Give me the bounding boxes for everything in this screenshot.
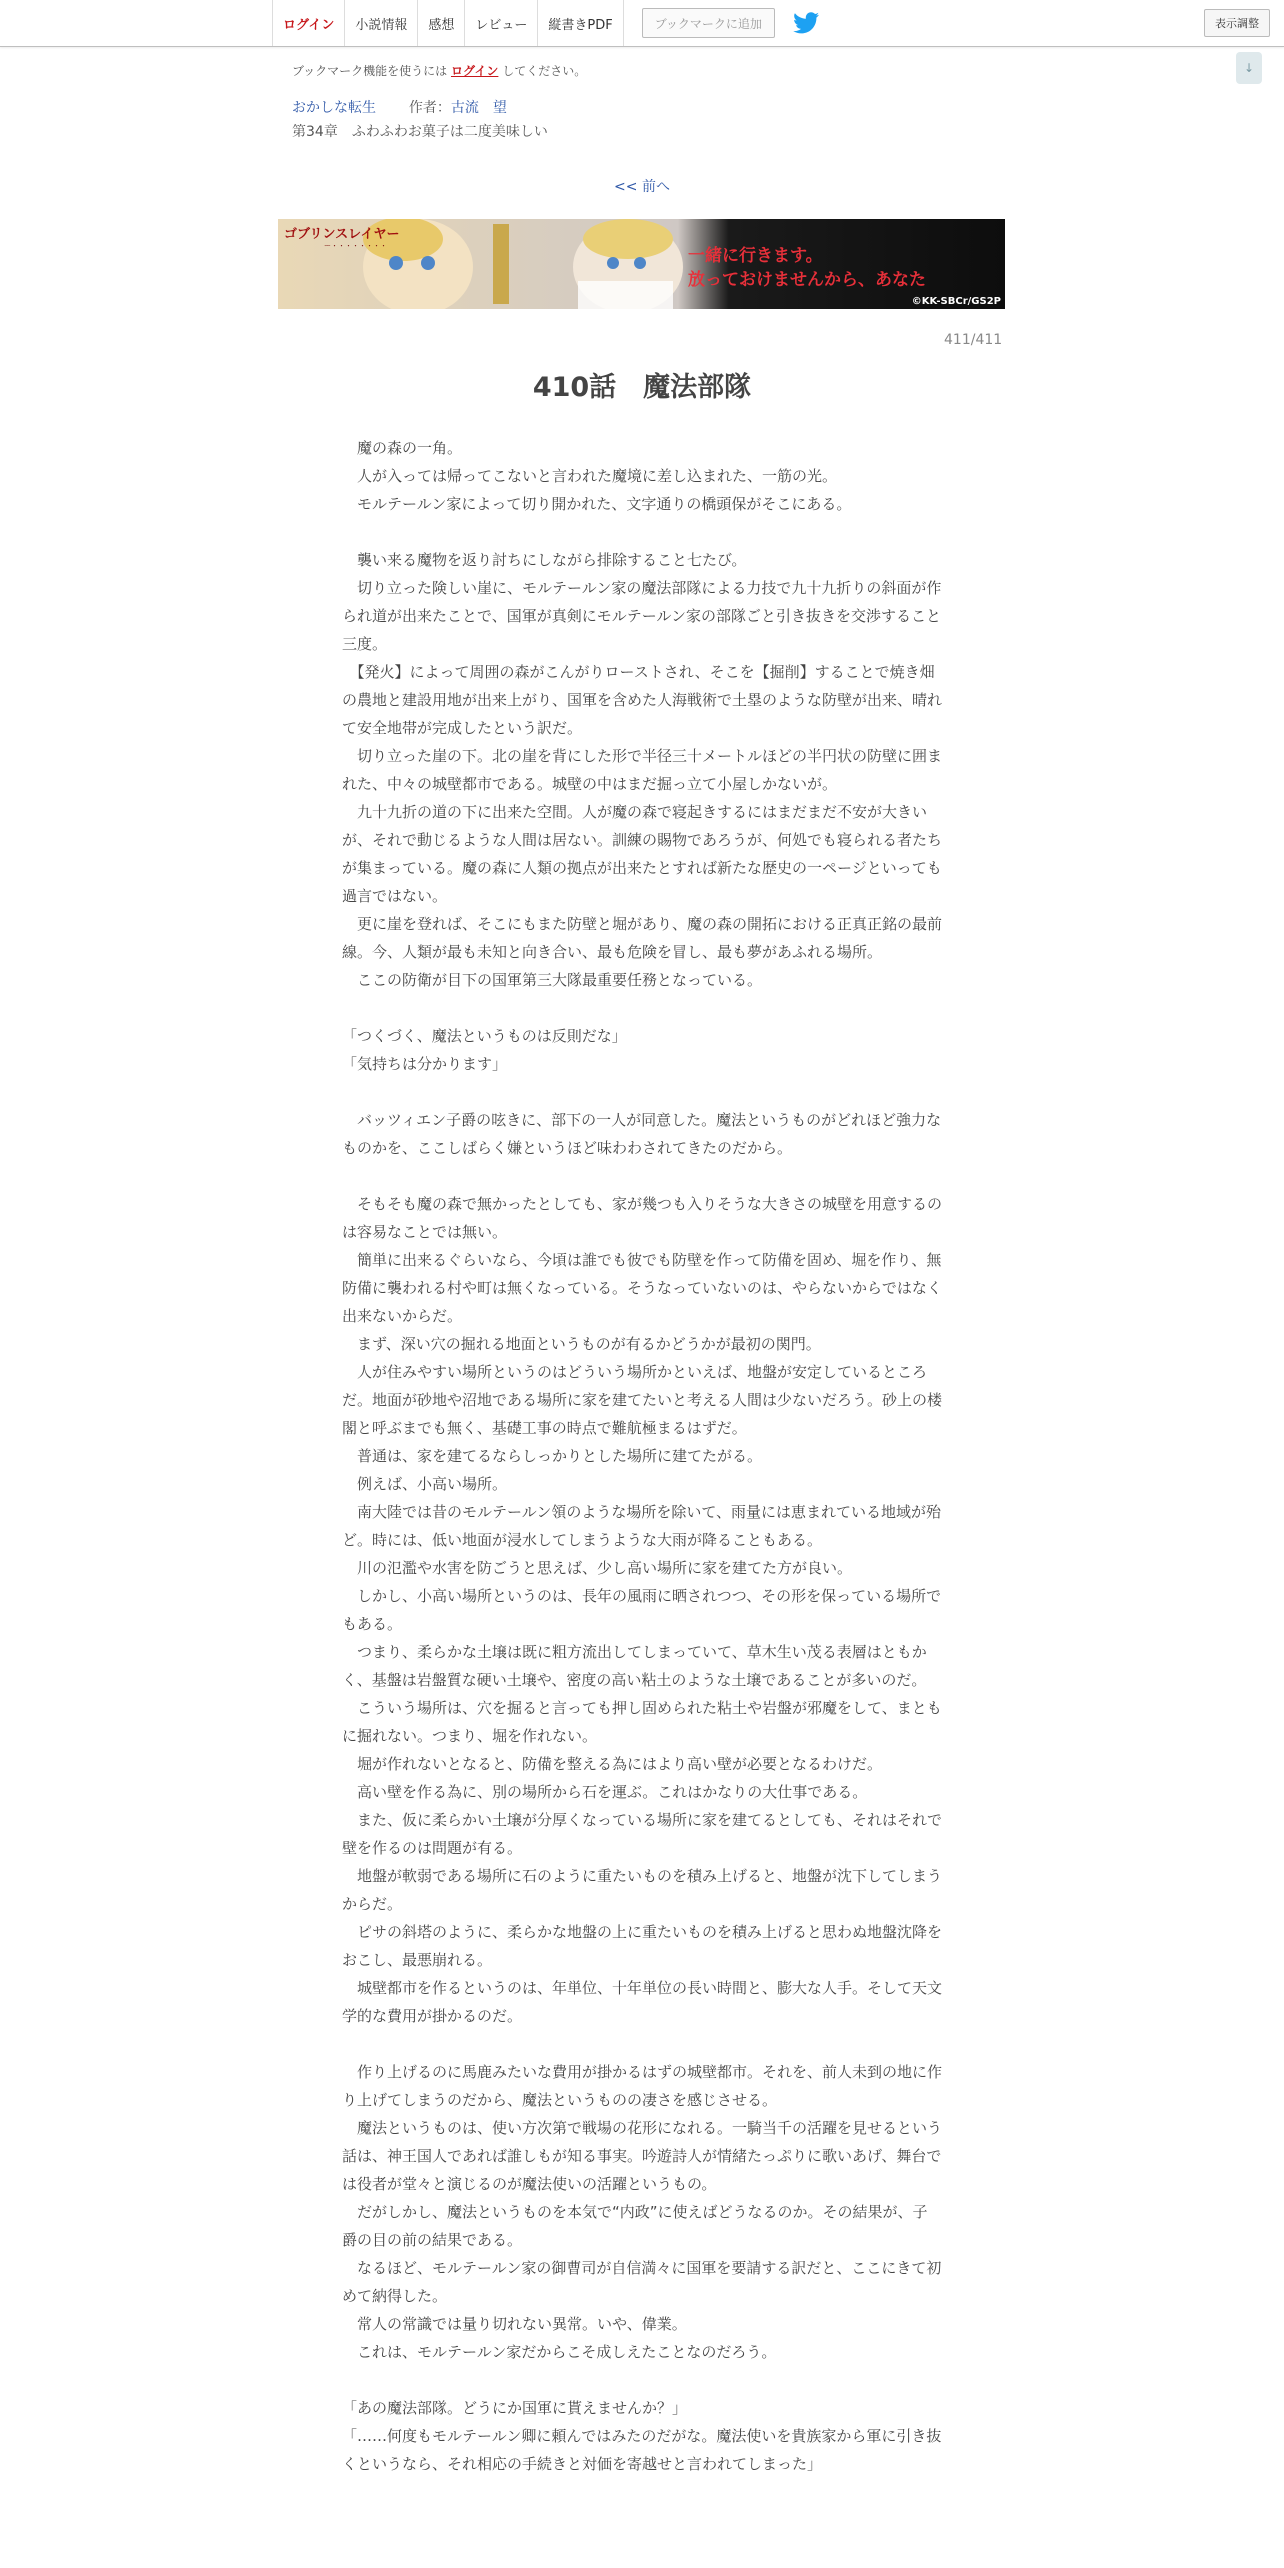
series-info [292, 97, 507, 117]
body-paragraph: また、仮に柔らかい土壌が分厚くなっている場所に家を建てるとしても、それはそれで壁を作るのは問題が有る。 [342, 1811, 943, 1857]
body-paragraph: 襲い来る魔物を返り討ちにしながら排除すること七たび。 [342, 551, 747, 569]
body-paragraph: 川の氾濫や水害を防ごうと思えば、少し高い場所に家を建てた方が良い。 [342, 1559, 853, 1577]
down-arrow-icon: ↓ [1243, 61, 1255, 75]
scroll-down-button[interactable] [1236, 52, 1262, 84]
body-paragraph: バッツィエン子爵の呟きに、部下の一人が同意した。魔法というものがどれほど強力なものかを、ここしばらく嫌というほど味わわされてきたのだから。 [342, 1111, 942, 1157]
novel-info-link[interactable]: 小説情報 [345, 0, 418, 46]
body-paragraph [342, 2366, 942, 2394]
body-paragraph: つまり、柔らかな土壌は既に粗方流出してしまっていて、草木生い茂る表層はともかく、基盤は岩盤質な硬い土壌や、密度の高い粘土のような土壌であることが多いのだ。 [342, 1643, 927, 1689]
body-paragraph: 堀が作れないとなると、防備を整える為にはより高い壁が必要となるわけだ。 [342, 1755, 883, 1773]
body-paragraph: 「あの魔法部隊。どうにか国軍に貰えませんか？」 [342, 2399, 688, 2417]
bookmark-notice-before: ブックマーク機能を使うには [292, 64, 451, 78]
body-paragraph: 普通は、家を建てるならしっかりとした場所に建てたがる。 [342, 1447, 763, 1465]
ad-banner[interactable] [278, 219, 1005, 309]
top-navigation-bar [0, 0, 1284, 47]
body-paragraph: 城壁都市を作るというのは、年単位、十年単位の長い時間と、膨大な人手。そして天文学的な費用が掛かるのだ。 [342, 1979, 943, 2025]
banner-logo-sub: ー・・・・・・・・ [324, 242, 387, 250]
login-link[interactable]: ログイン [273, 0, 345, 46]
series-title-link[interactable]: おかしな転生 [292, 100, 376, 116]
prev-page-link[interactable]: << 前へ [614, 179, 670, 195]
body-paragraph: 【発火】によって周囲の森がこんがりローストされ、そこを【掘削】することで焼き畑の農地と建設用地が出来上がり、国軍を含めた人海戦術で土塁のような防壁が出来、晴れて安全地帯が完成したという訳だ。 [342, 663, 943, 737]
author-link[interactable]: 古流 望 [450, 100, 507, 116]
body-paragraph [342, 994, 942, 1022]
body-paragraph: 更に崖を登れば、そこにもまた防壁と堀があり、魔の森の開拓における正真正銘の最前線。今、人類が最も未知と向き合い、最も危険を冒し、最も夢があふれる場所。 [342, 915, 943, 961]
banner-text-2: 放っておけませんから、あなた [688, 270, 926, 290]
body-paragraph: 作り上げるのに馬鹿みたいな費用が掛かるはずの城壁都市。それを、前人未到の地に作り上げてしまうのだから、魔法というものの凄さを感じさせる。 [342, 2063, 943, 2109]
body-paragraph: 魔法というものは、使い方次第で戦場の花形になれる。一騎当千の活躍を見せるという話は、神王国人であれば誰しもが知る事実。吟遊詩人が情緒たっぷりに歌いあげ、舞台では役者が堂々と演じるのが魔法使いの活躍というもの。 [342, 2119, 943, 2193]
body-paragraph: そもそも魔の森で無かったとしても、家が幾つも入りそうな大きさの城壁を用意するのは容易なことでは無い。 [342, 1195, 943, 1241]
body-paragraph: まず、深い穴の掘れる地面というものが有るかどうかが最初の関門。 [342, 1335, 821, 1353]
body-paragraph: これは、モルテールン家だからこそ成しえたことなのだろう。 [342, 2343, 777, 2361]
body-paragraph: ピサの斜塔のように、柔らかな地盤の上に重たいものを積み上げると思わぬ地盤沈降をおこし、最悪崩れる。 [342, 1923, 943, 1969]
body-paragraph [342, 2030, 942, 2058]
impressions-link[interactable]: 感想 [418, 0, 465, 46]
bookmark-notice-after: してください。 [498, 64, 587, 78]
episode-title: 410話 魔法部隊 [532, 372, 752, 403]
body-paragraph: 地盤が軟弱である場所に石のように重たいものを積み上げると、地盤が沈下してしまうからだ。 [342, 1867, 943, 1913]
vertical-pdf-link[interactable]: 縦書きPDF [538, 0, 623, 46]
bookmark-notice [292, 62, 586, 79]
body-paragraph: 九十九折の道の下に出来た空間。人が魔の森で寝起きするにはまだまだ不安が大きいが、それで動じるような人間は居ない。訓練の賜物であろうが、何処でも寝られる者たちが集まっている。魔の森に人類の拠点が出来たとすれば新たな歴史の一ページといっても過言ではない。 [342, 803, 943, 905]
body-paragraph: 「気持ちは分かります」 [342, 1055, 508, 1073]
body-paragraph: 人が住みやすい場所というのはどういう場所かといえば、地盤が安定しているところだ。地面が砂地や沼地である場所に家を建てたいと考える人間は少ないだろう。砂上の楼閣と呼ぶまでも無く、基礎工事の時点で難航極まるはずだ。 [342, 1363, 943, 1437]
banner-text-1: 一緒に行きます。 [688, 246, 823, 266]
display-settings-button[interactable]: 表示調整 [1204, 9, 1270, 37]
body-paragraph: だがしかし、魔法というものを本気で“内政”に使えばどうなるのか。その結果が、子爵の目の前の結果である。 [342, 2203, 928, 2249]
page-count: 411/411 [944, 332, 1003, 348]
body-paragraph: 高い壁を作る為に、別の場所から石を運ぶ。これはかなりの大仕事である。 [342, 1783, 868, 1801]
prev-nav [0, 176, 1284, 196]
twitter-icon[interactable] [793, 12, 819, 34]
body-paragraph: 例えば、小高い場所。 [342, 1475, 508, 1493]
review-link[interactable]: レビュー [465, 0, 538, 46]
body-paragraph: 「つくづく、魔法というものは反則だな」 [342, 1027, 627, 1045]
body-paragraph: モルテールン家によって切り開かれた、文字通りの橋頭保がそこにある。 [342, 495, 852, 513]
chapter-title: 第34章 ふわふわお菓子は二度美味しい [292, 124, 548, 140]
body-paragraph: ここの防衛が目下の国軍第三大隊最重要任務となっている。 [342, 971, 763, 989]
body-paragraph: なるほど、モルテールン家の御曹司が自信満々に国軍を要請する訳だと、ここにきて初めて納得した。 [342, 2259, 942, 2305]
body-paragraph: 魔の森の一角。 [342, 439, 463, 457]
author-label: 作者： [408, 100, 451, 116]
add-bookmark-button[interactable]: ブックマークに追加 [642, 8, 775, 38]
body-paragraph: 人が入っては帰ってこないと言われた魔境に差し込まれた、一筋の光。 [342, 467, 838, 485]
body-paragraph: 簡単に出来るぐらいなら、今頃は誰でも彼でも防壁を作って防備を固め、堀を作り、無防備に襲われる村や町は無くなっている。そうなっていないのは、やらないからではなく出来ないからだ。 [342, 1251, 942, 1325]
body-paragraph: 「……何度もモルテールン卿に頼んではみたのだがな。魔法使いを貴族家から軍に引き抜くというなら、それ相応の手続きと対価を寄越せと言われてしまった」 [342, 2427, 942, 2473]
banner-copyright: ©KK-SBCr/GS2P [911, 296, 1001, 307]
novel-body [342, 434, 942, 2478]
body-paragraph [342, 1162, 942, 1190]
body-paragraph: 切り立った険しい崖に、モルテールン家の魔法部隊による力技で九十九折りの斜面が作られ道が出来たことで、国軍が真剣にモルテールン家の部隊ごと引き抜きを交渉すること三度。 [342, 579, 942, 653]
body-paragraph: 常人の常識では量り切れない異常。いや、偉業。 [342, 2315, 687, 2333]
body-paragraph: しかし、小高い場所というのは、長年の風雨に晒されつつ、その形を保っている場所でもある。 [342, 1587, 942, 1633]
main-nav [272, 0, 819, 46]
body-paragraph [342, 1078, 942, 1106]
body-paragraph: 南大陸では昔のモルテールン領のような場所を除いて、雨量には恵まれている地域が殆ど。時には、低い地面が浸水してしまうような大雨が降ることもある。 [342, 1503, 942, 1549]
body-paragraph: こういう場所は、穴を掘ると言っても押し固められた粘土や岩盤が邪魔をして、まともに掘れない。つまり、堀を作れない。 [342, 1699, 942, 1745]
body-paragraph: 切り立った崖の下。北の崖を背にした形で半径三十メートルほどの半円状の防壁に囲まれた、中々の城壁都市である。城壁の中はまだ掘っ立て小屋しかないが。 [342, 747, 943, 793]
banner-logo: ゴブリンスレイヤー [284, 227, 400, 242]
bookmark-notice-login-link[interactable]: ログイン [450, 64, 499, 78]
body-paragraph [342, 518, 942, 546]
